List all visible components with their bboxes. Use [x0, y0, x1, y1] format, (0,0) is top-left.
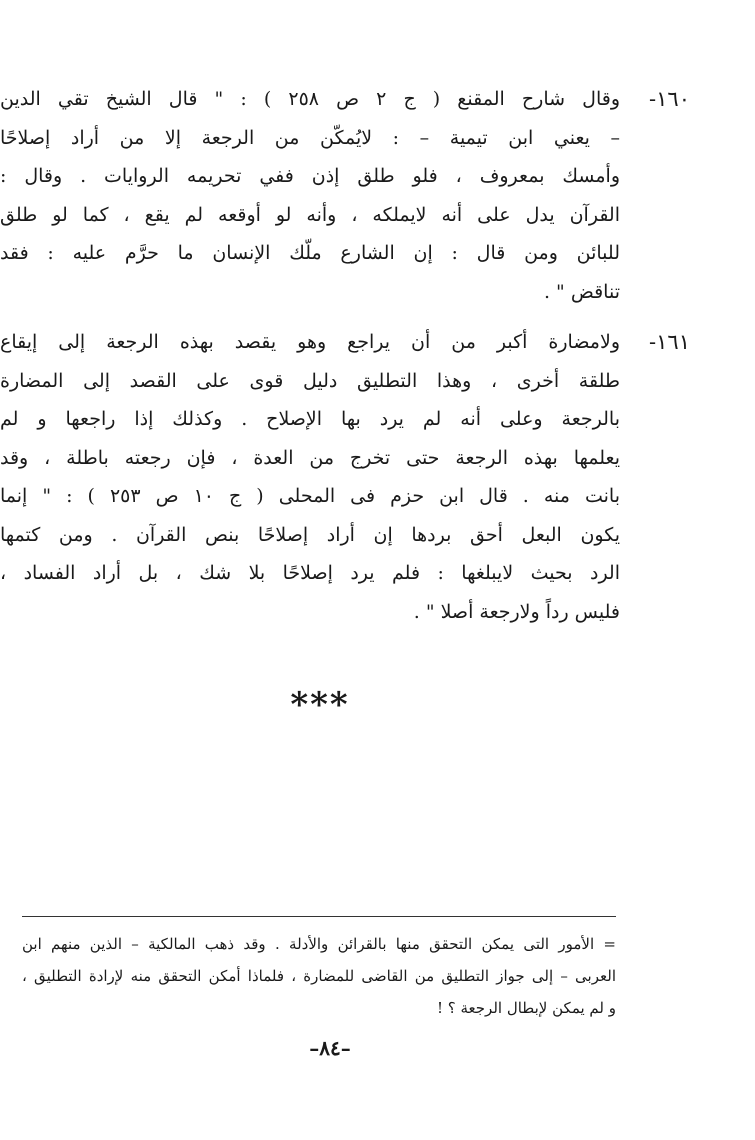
entry-text [0, 80, 620, 311]
text-line: تناقض " . [543, 280, 620, 303]
footnote-line: العربى – إلى جواز التطليق من القاضى للمضارة ، فلماذا أمكن التحقق منه لإرادة التطليق ، [22, 967, 616, 985]
text-line: يعلمها بهذه الرجعة حتى تخرج من العدة ، فإن رجعته باطلة ، وقد [0, 446, 620, 469]
footnote-line: و لم يمكن لإبطال الرجعة ؟ ! [436, 999, 616, 1017]
footnote-line: = الأمور التى يمكن التحقق منها بالقرائن والأدلة . وقد ذهب المالكية – الذين منهم ابن [22, 935, 616, 953]
entry-number: ١٦٠- [649, 87, 690, 111]
section-separator: *** [290, 685, 350, 725]
entry-text [0, 323, 620, 631]
text-line: القرآن يدل على أنه لايملكه ، وأنه لو أوقعه لم يقع ، كما لو طلق [0, 203, 620, 226]
text-line: يكون البعل أحق بردها إن أراد إصلاحًا بنص القرآن . ومن كتمها [0, 523, 620, 546]
footnote-divider [22, 916, 616, 917]
text-line: للبائن ومن قال : إن الشارع ملّك الإنسان ما حرَّم عليه : فقد [0, 242, 620, 264]
text-line: وأمسك بمعروف ، فلو طلق إذن ففي تحريمه الروايات . وقال : [0, 165, 620, 187]
text-line: بالرجعة وعلى أنه لم يرد بها الإصلاح . وكذلك إذا راجعها و لم [0, 408, 620, 430]
text-line: ولامضارة أكبر من أن يراجع وهو يقصد بهذه الرجعة إلى إيقاع [0, 331, 620, 353]
text-line: وقال شارح المقنع ( ج ٢ ص ٢٥٨ ) : " قال الشيخ تقي الدين [0, 88, 620, 110]
text-line: طلقة أخرى ، وهذا التطليق دليل قوى على القصد إلى المضارة [0, 369, 620, 392]
page-number: –٨٤– [309, 1036, 351, 1060]
entry-number: ١٦١- [649, 330, 690, 354]
text-line: الرد بحيث لايبلغها : فلم يرد إصلاحًا بلا شك ، بل أراد الفساد ، [0, 562, 620, 584]
text-line: – يعني ابن تيمية – : لايُمكّن من الرجعة إلا من أراد إصلاحًا [0, 126, 620, 149]
footnote [22, 928, 616, 1024]
text-line: فليس رداً ولارجعة أصلا " . [413, 600, 620, 623]
text-line: بانت منه . قال ابن حزم فى المحلى ( ج ١٠ ص ٢٥٣ ) : " إنما [0, 485, 620, 507]
